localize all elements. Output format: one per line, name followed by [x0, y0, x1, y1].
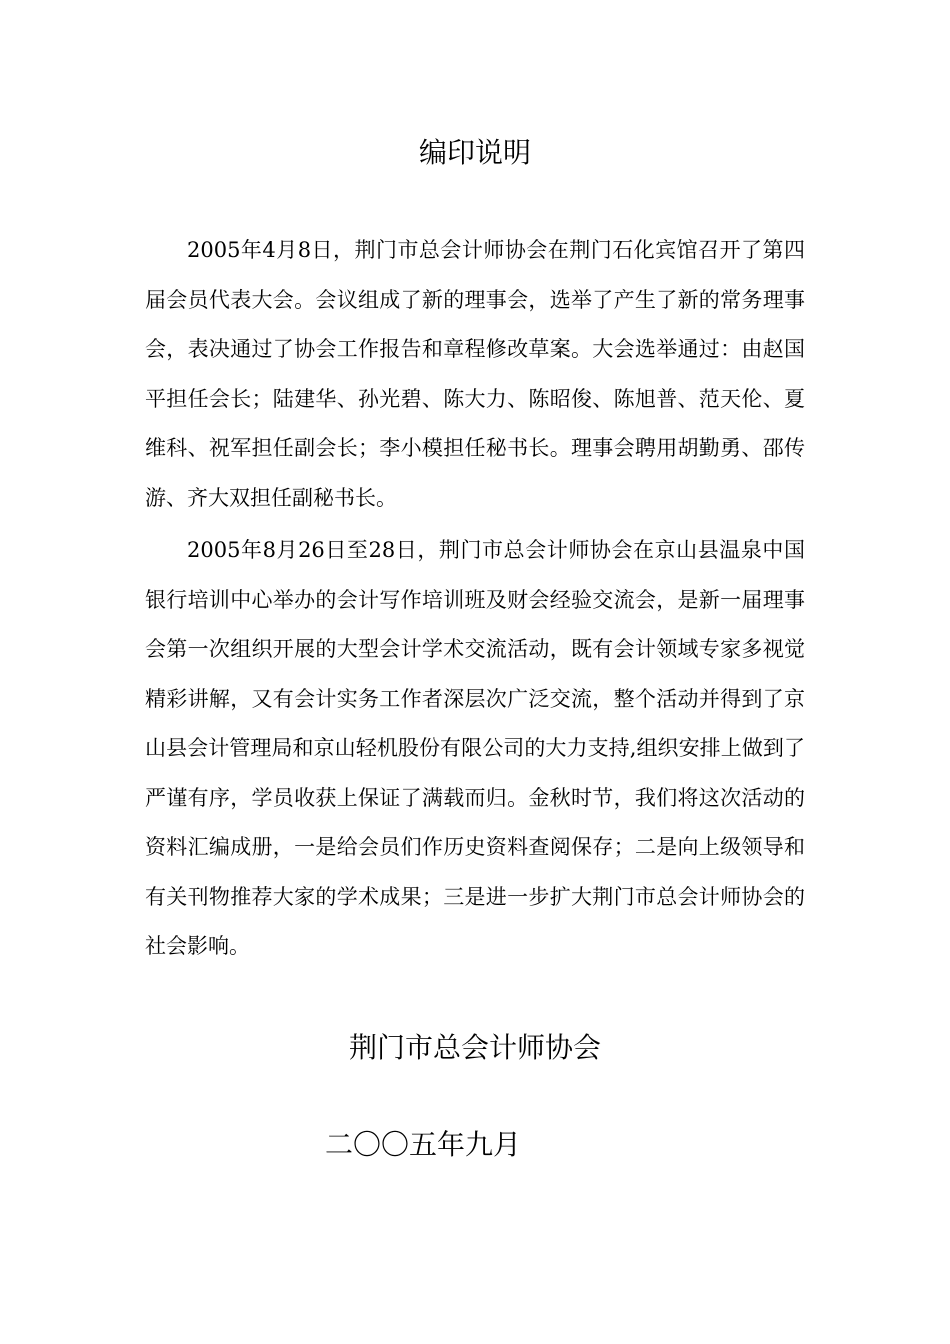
- signature-organization: 荆门市总会计师协会: [348, 1031, 601, 1064]
- document-title: 编印说明: [418, 136, 531, 169]
- signature-date: 二〇〇五年九月: [325, 1128, 522, 1161]
- paragraph-training: 2005年8月26日至28日，荆门市总会计师协会在京山县温泉中国银行培训中心举办的会计写作培训班及财会经验交流会，是新一届理事会第一次组织开展的大型会计学术交流活动，既有会计领域专家多视觉精彩讲解，又有会计实务工作者深层次广泛交流，整个活动并得到了京山县会计管理局和京山轻机股份有限公司的大力支持,组织安排上做到了严谨有序，学员收获上保证了满载而归。金秋时节，我们将这次活动的资料汇编成册，一是给会员们作历史资料查阅保存；二是向上级领导和有关刊物推荐大家的学术成果；三是进一步扩大荆门市总会计师协会的社会影响。: [145, 538, 805, 958]
- paragraph-congress: 2005年4月8日，荆门市总会计师协会在荆门石化宾馆召开了第四届会员代表大会。会议组成了新的理事会，选举了产生了新的常务理事会，表决通过了协会工作报告和章程修改草案。大会选举通过：由赵国平担任会长；陆建华、孙光碧、陈大力、陈昭俊、陈旭普、范天伦、夏维科、祝军担任副会长；李小模担任秘书长。理事会聘用胡勤勇、邵传游、齐大双担任副秘书长。: [145, 238, 805, 510]
